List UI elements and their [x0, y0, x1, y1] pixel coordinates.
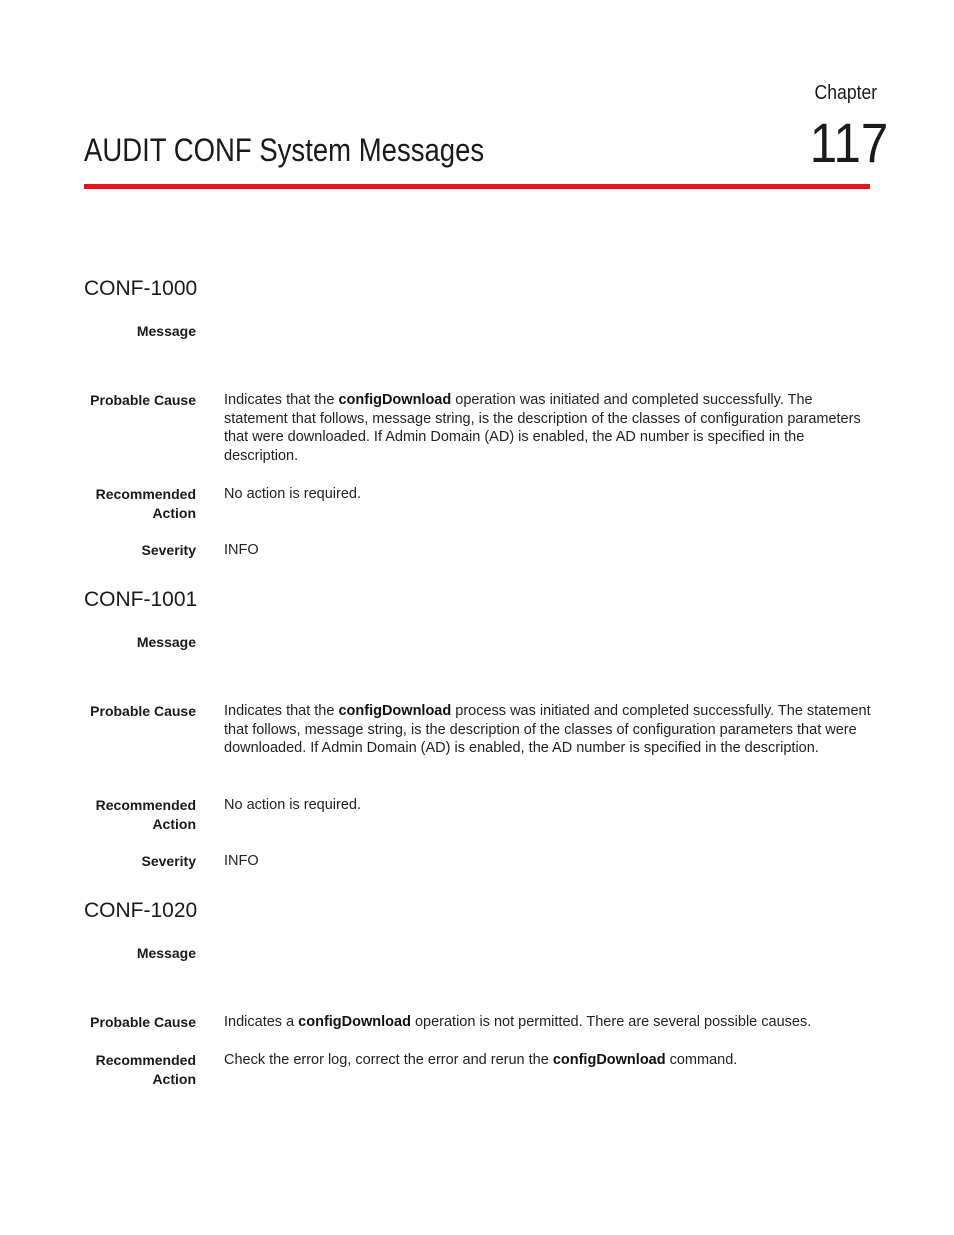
probable-cause-label: Probable Cause: [90, 392, 196, 408]
recommended-action-label: [96, 796, 196, 834]
cause-text-post: operation is not permitted. There are several possible causes.: [410, 1014, 812, 1030]
action-text-post: command.: [665, 1052, 738, 1068]
recommended-action-text: No action is required.: [224, 486, 362, 502]
cause-text-post: process was initiated and completed successfully. The statement that follows, message string, is the description of the classes of configuration parameters that were downloaded. If Admin Domain (AD) is enabled, the AD number is specified in the description.: [224, 703, 871, 757]
command-name: configDownload: [338, 703, 452, 719]
cause-text-pre: Indicates that the: [224, 392, 339, 408]
severity-label: Severity: [141, 853, 196, 869]
recommended-action-label: [96, 1051, 196, 1089]
command-name: configDownload: [552, 1052, 666, 1068]
action-text-pre: Check the error log, correct the error and rerun the: [224, 1052, 553, 1068]
chapter-title: AUDIT CONF System Messages: [84, 132, 485, 168]
probable-cause-text: [224, 1013, 874, 1032]
message-label: Message: [136, 634, 196, 650]
section-heading-conf-1000: CONF-1000: [84, 277, 198, 300]
recommended-label-line2: Action: [152, 816, 196, 832]
recommended-action-label: [96, 485, 196, 523]
recommended-action-text: No action is required.: [224, 797, 362, 813]
probable-cause-label: Probable Cause: [90, 1014, 196, 1030]
message-label: Message: [136, 945, 196, 961]
probable-cause-text: [224, 391, 874, 466]
chapter-number: 117: [809, 111, 888, 174]
command-name: configDownload: [298, 1014, 411, 1030]
recommended-label-line1: Recommended: [95, 486, 196, 502]
recommended-label-line1: Recommended: [95, 1052, 196, 1068]
recommended-label-line2: Action: [152, 1071, 196, 1087]
cause-text-post: operation was initiated and completed successfully. The statement that follows, message string, is the description of the classes of configuration parameters that were downloaded. If Admin Domain (AD) is enabled, the AD number is specified in the description.: [224, 392, 861, 465]
probable-cause-text: [224, 702, 874, 758]
section-heading-conf-1020: CONF-1020: [84, 899, 198, 922]
cause-text-pre: Indicates a: [224, 1014, 299, 1030]
recommended-action-text: [224, 1051, 874, 1070]
message-label: Message: [136, 323, 196, 339]
section-heading-conf-1001: CONF-1001: [84, 588, 198, 611]
recommended-label-line2: Action: [152, 505, 196, 521]
severity-label: Severity: [141, 542, 196, 558]
cause-text-pre: Indicates that the: [224, 703, 339, 719]
title-rule: [84, 184, 870, 189]
probable-cause-label: Probable Cause: [90, 703, 196, 719]
chapter-label: Chapter: [814, 82, 877, 104]
severity-value: INFO: [224, 542, 259, 558]
command-name: configDownload: [338, 392, 452, 408]
severity-value: INFO: [224, 853, 259, 869]
recommended-label-line1: Recommended: [95, 797, 196, 813]
